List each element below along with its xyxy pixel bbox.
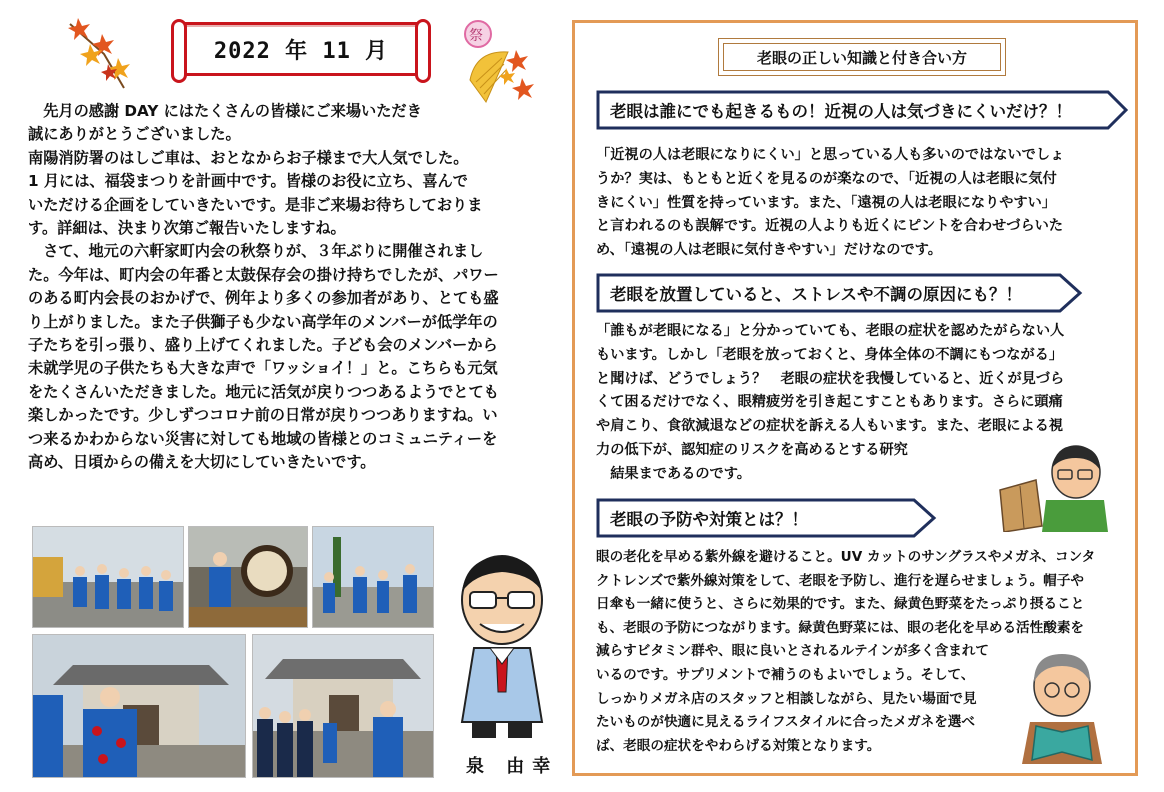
reading-man-illustration xyxy=(996,440,1114,532)
greeting-paragraph-1: 先月の感謝 DAY にはたくさんの皆様にご来場いただき 誠にありがとうございました。 南陽消防署のはしご車は、おとなからお子様まで大人気でした。 1 月には、福袋まつりを計画中です。皆様のお役に立ち、喜んで いただける企画をしていきたいです。是非ご来場お待ちしておりま す。詳細は、決まり次第ご報告いたしますね。 xyxy=(28,102,483,238)
section-heading-2: 老眼を放置していると、ストレスや不調の原因にも？！ xyxy=(596,273,1084,313)
festival-photo-shrine-2 xyxy=(252,634,434,778)
section-heading-3: 老眼の予防や対策とは？！ xyxy=(596,498,938,538)
greeting-paragraph-2: さて、地元の六軒家町内会の秋祭りが、３年ぶりに開催されまし た。今年は、町内会の年番と太鼓保存会の掛け持ちでしたが、パワー のある町内会長のおかげで、例年より多くの参加者があり、とても盛 り上がりました。また子供獅子も少ない高学年のメンバーが低学年の 子たちを引っ張り、盛り上げてくれました。子ども会のメンバーから 未就学児の子供たちも大きな声で「ワッショイ！」と。こちらも元気 をたくさんいただきました。地元に活気が戻りつつあるようでとても 楽しかったです。少しずつコロナ前の日常が戻りつつありますね。い つ来るかわからない災害に対しても地域の皆様とのコミュニティーを 高め、日頃からの備えを大切にしていきたいです。 xyxy=(28,242,499,472)
column-title-box xyxy=(718,38,1006,76)
maple-leaves-icon xyxy=(64,14,142,94)
festival-photo-crowd xyxy=(312,526,434,628)
festival-photo-street xyxy=(32,526,184,628)
date-banner xyxy=(178,22,424,76)
reading-woman-illustration xyxy=(1012,652,1112,764)
section-heading-1: 老眼は誰にでも起きるもの！近視の人は気づきにくいだけ？！ xyxy=(596,90,1130,130)
section-body-1: 「近視の人は老眼になりにくい」と思っている人も多いのではないでしょ うか？実は、もともと近くを見るのが楽なので、「近視の人は老眼に気付 きにくい」性質を持っています。また、「遠視の人は老眼になりやすい」 と言われるのも誤解です。近視の人よりも近くにピントを合わせづらいた め、「遠視の人は老眼に気付きやすい」だけなのです。 xyxy=(596,147,1065,259)
greeting-article xyxy=(28,100,572,475)
festival-photo-shrine-1 xyxy=(32,634,246,778)
author-name: 泉 由幸 xyxy=(466,756,559,777)
author-caricature xyxy=(452,552,552,748)
section-body-2: 「誰もが老眼になる」と分かっていても、老眼の症状を認めたがらない人 もいます。しかし「老眼を放っておくと、身体全体の不調にもつながる」 と聞けば、どうでしょう？ 老眼の症状を我慢していると、近くが見づら くて困るだけでなく、眼精疲労を引き起こすこともあります。さらに頭痛 や肩こり、食欲減退などの症状を訴える人もいます。また、老眼による視 力の低下が、認知症のリスクを高めるとする研究 結果まであるのです。 xyxy=(596,323,1065,482)
column-title: 老眼の正しい知識と付き合い方 xyxy=(756,48,967,67)
festival-fan-icon xyxy=(456,20,542,106)
festival-photo-drum xyxy=(188,526,308,628)
date-text: 2022 年 11 月 xyxy=(213,38,389,64)
section-body-3: 眼の老化を早める紫外線を避けること。UV カットのサングラスやメガネ、コンタ クトレンズで紫外線対策をして、老眼を予防し、進行を遅らせましょう。帽子や 日傘も一緒に使うと、さらに効果的です。また、緑黄色野菜をたっぷり摂ること も、老眼の予防につながります。緑黄色野菜には、眼の老化を早める活性酸素を 減らすビタミン群や、眼に良いとされるルテインが多く含まれて いるのです。サプリメントで補うのもよいでしょう。そして、 しっかりメガネ店のスタッフと相談しながら、見たい場面で見 たいものが快適に見えるライフスタイルに合ったメガネを選べ ば、老眼の症状をやわらげる対策となります。 xyxy=(596,549,1096,754)
svg-text:祭: 祭 xyxy=(469,28,483,44)
